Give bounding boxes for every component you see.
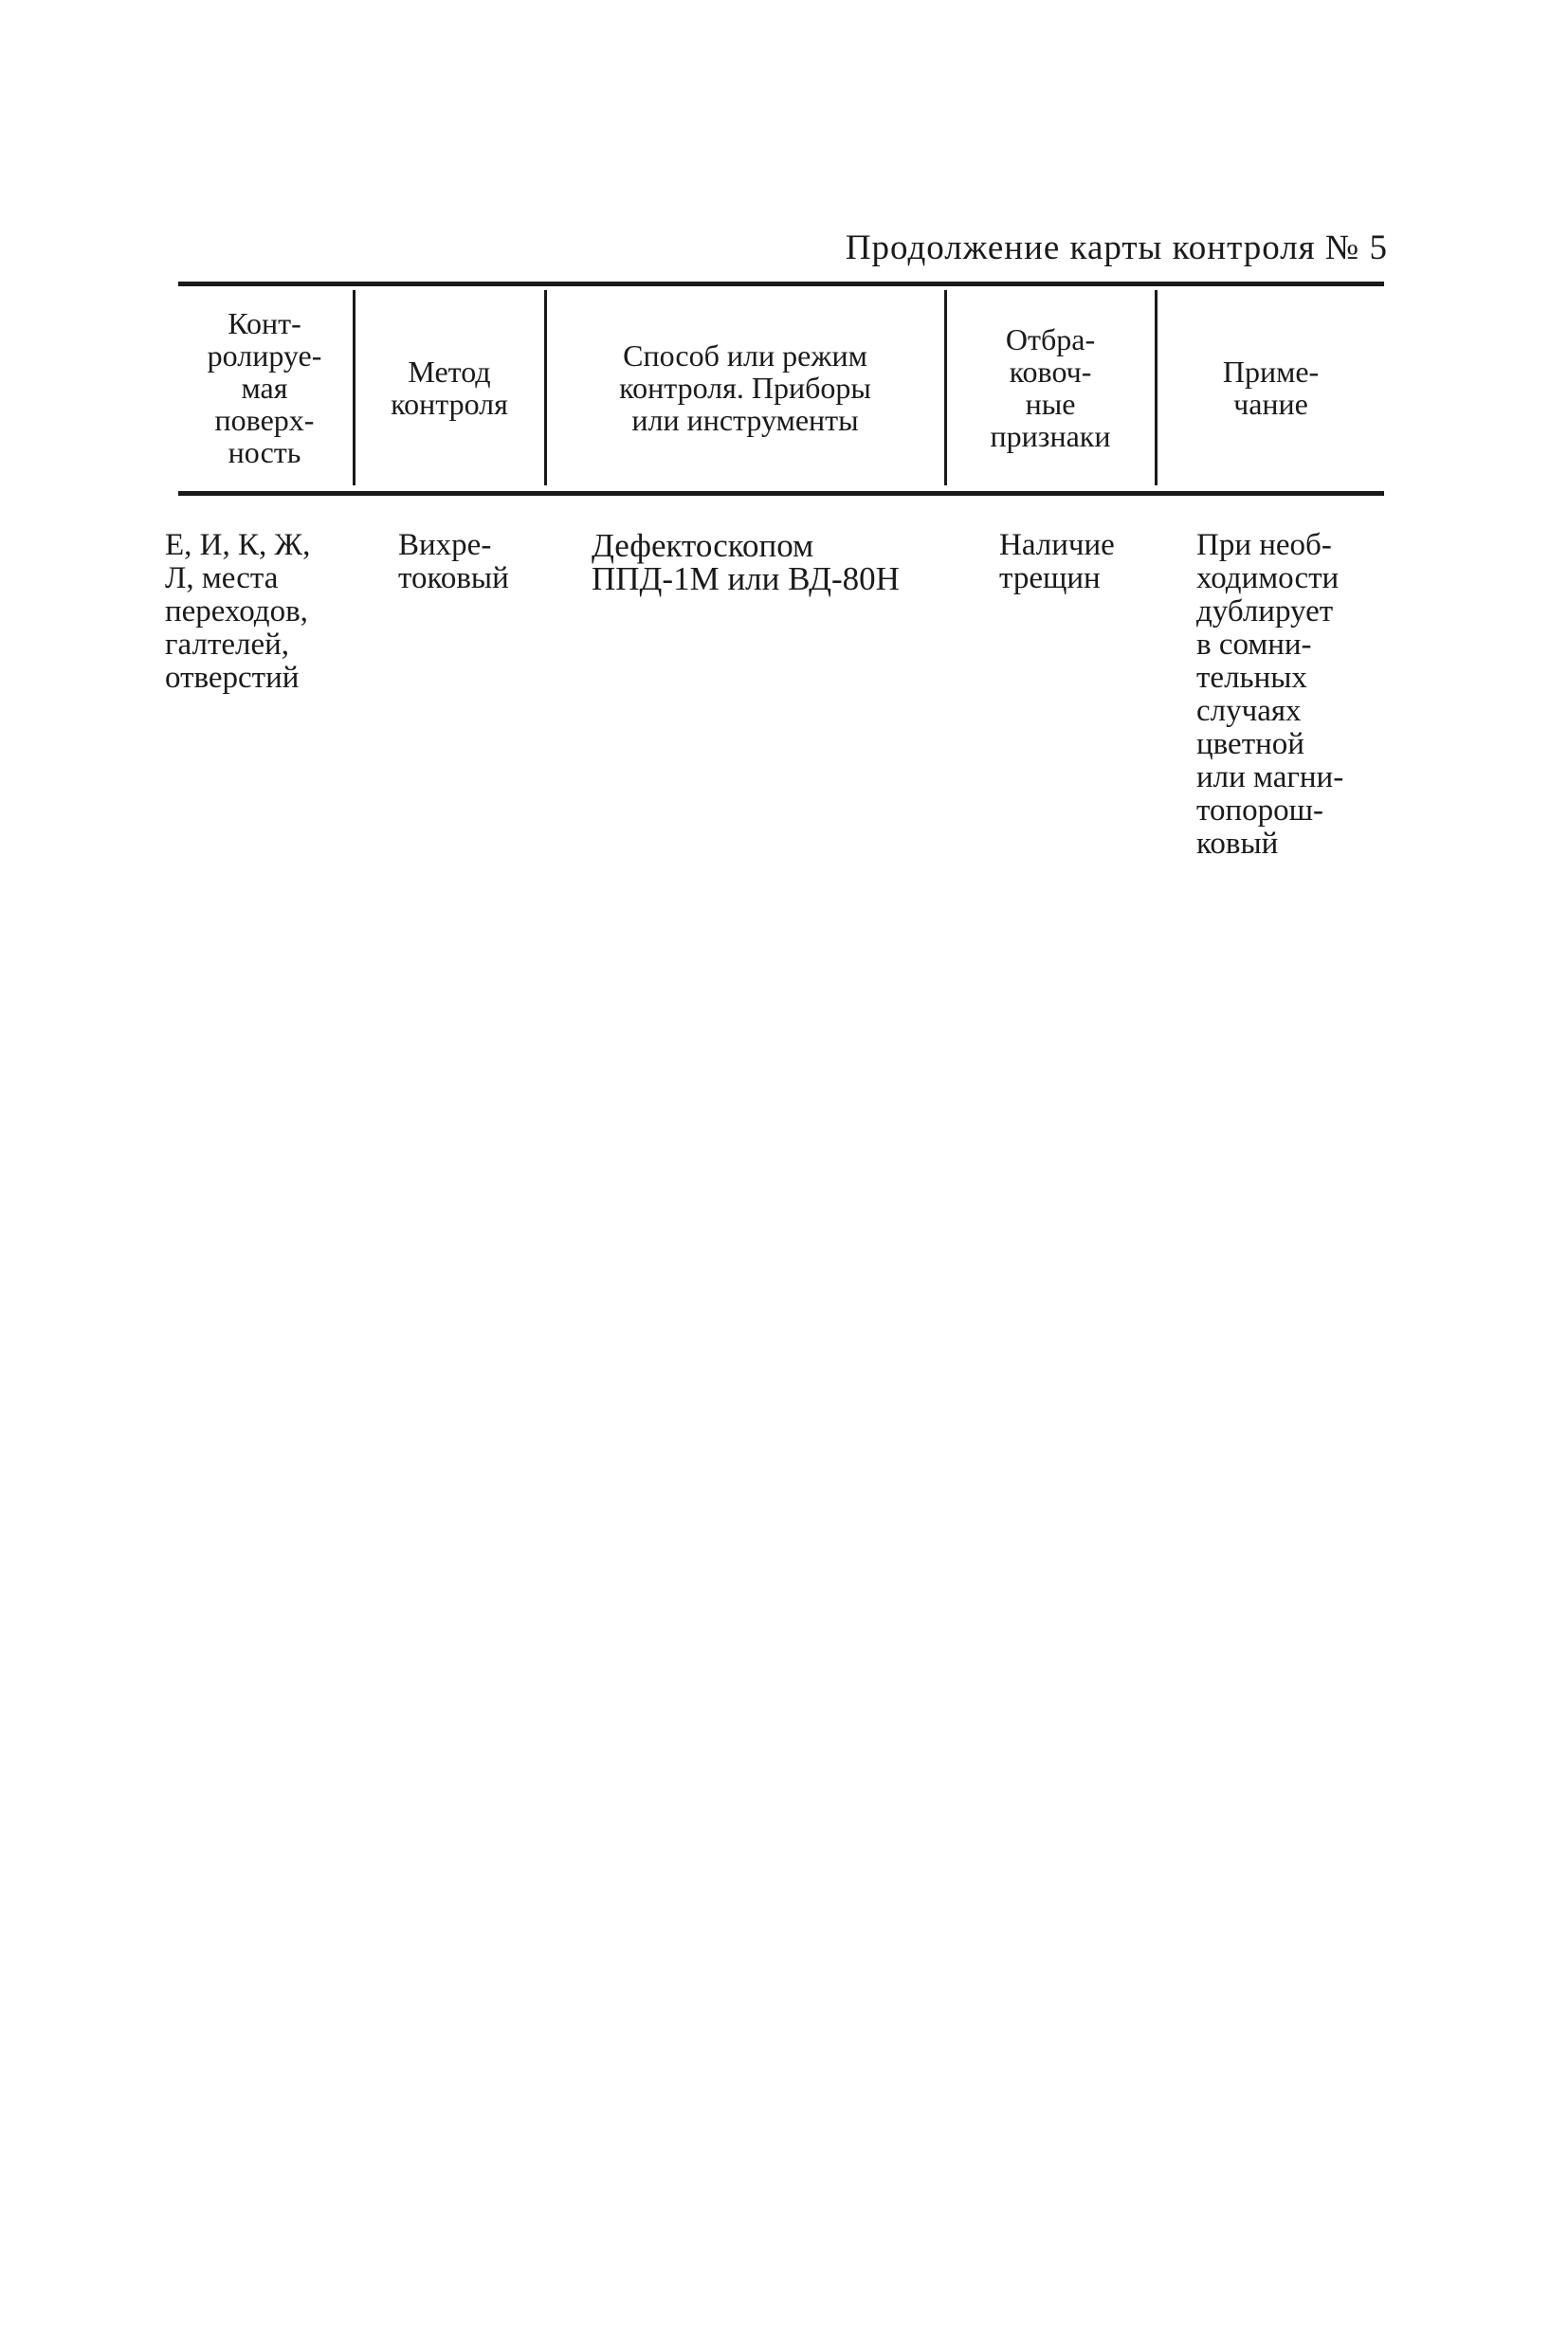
header-cell-method: Метод контроля (391, 355, 508, 421)
table-header-rule (178, 491, 1384, 496)
cell-surface: Е, И, К, Ж, Л, места переходов, галтелей, отверстий (165, 528, 311, 695)
cell-note: При необ- ходимости дублирует в сомни- тельных случаях цветной или магни- топорош- ковый (1196, 528, 1344, 861)
cell-criteria: Наличие трещин (999, 528, 1115, 595)
cell-tools: Дефектоскопом ППД-1М или ВД-80Н (592, 527, 900, 597)
header-cell-tools: Способ или режим контроля. Приборы или инструменты (619, 338, 871, 437)
header-cell-criteria: Отбра- ковоч- ные признаки (990, 322, 1111, 453)
cell-method: Вихре- токовый (398, 528, 509, 595)
table-top-rule (178, 282, 1384, 286)
page-heading: Продолжение карты контроля № 5 (845, 228, 1388, 267)
header-cell-surface: Конт- ролируе- мая поверх- ность (207, 306, 322, 469)
header-cell-note: Приме- чание (1222, 355, 1320, 421)
